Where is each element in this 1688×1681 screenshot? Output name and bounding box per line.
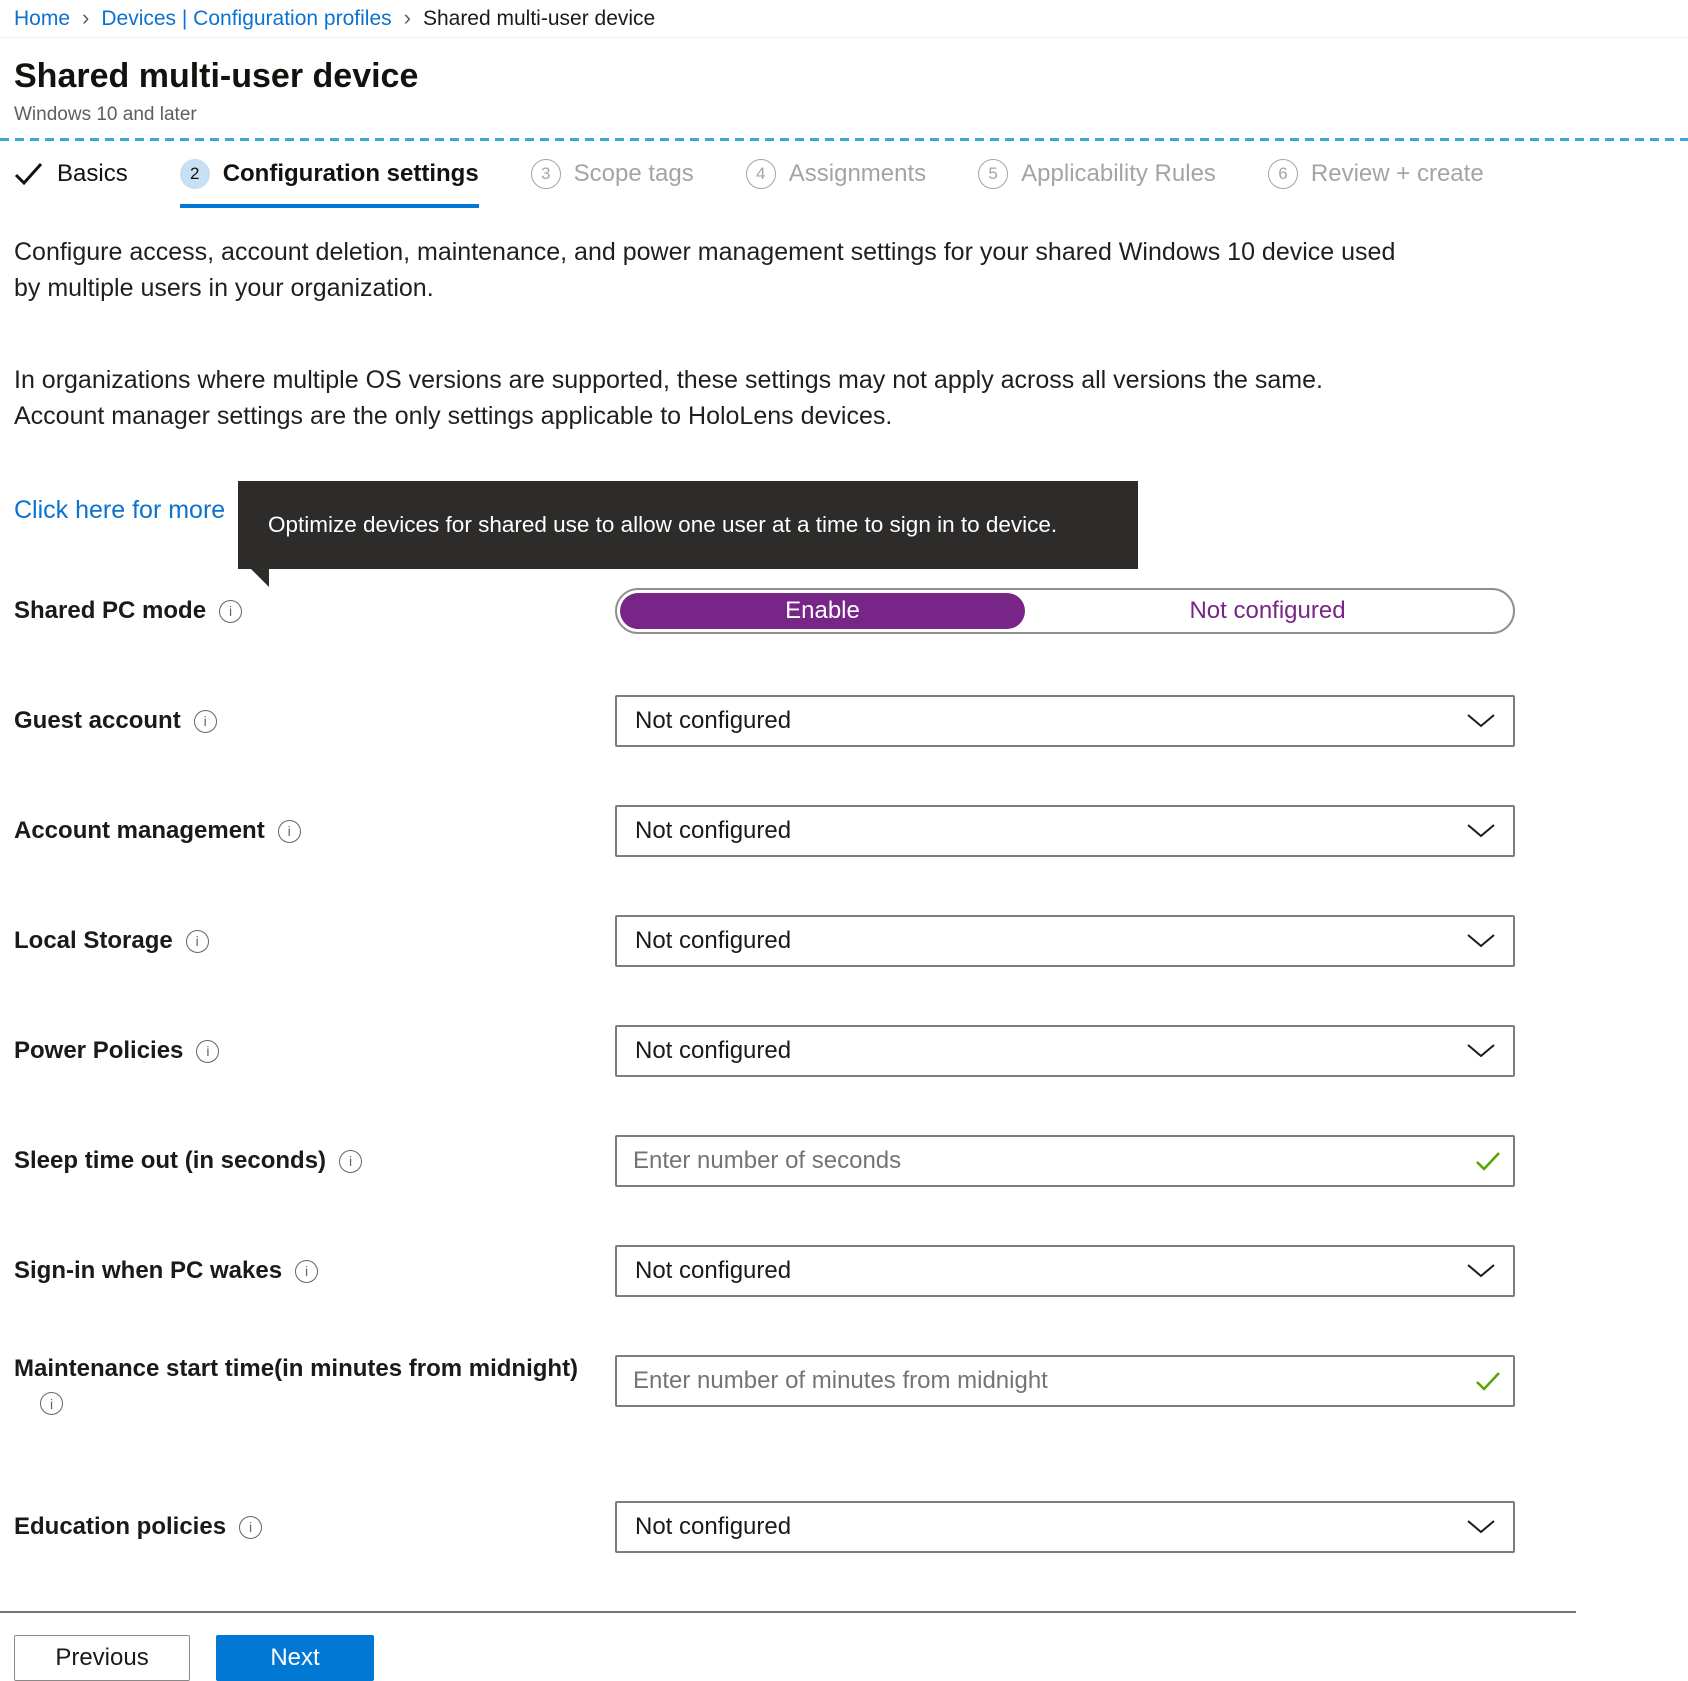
tooltip-arrow — [250, 568, 269, 587]
tooltip-text: Optimize devices for shared use to allow one user at a time to sign in to device. — [268, 512, 1058, 537]
sleep-time-out-label: Sleep time out (in seconds) — [14, 1147, 327, 1174]
local-storage-label: Local Storage — [14, 927, 173, 954]
breadcrumb-current-page: Shared multi-user device — [422, 6, 656, 30]
page-title: Shared multi-user device — [14, 57, 419, 95]
tab-scope-tags[interactable] — [531, 154, 694, 194]
tab-label: Review + create — [1310, 160, 1484, 187]
tab-review-create[interactable] — [1268, 154, 1484, 194]
guest-account-label: Guest account — [14, 707, 181, 734]
toggle-enable-option[interactable]: Enable — [620, 593, 1025, 629]
tab-label: Assignments — [788, 160, 927, 187]
sign-in-when-pc-wakes-select[interactable] — [615, 1245, 1515, 1297]
more-info-link[interactable]: Click here for more — [14, 496, 226, 524]
setting-row-sign-in-when-pc-wakes — [14, 1245, 1674, 1297]
select-value: Not configured — [635, 927, 792, 954]
maintenance-start-time-label: Maintenance start time(in minutes from midnight) — [14, 1355, 579, 1382]
guest-account-select[interactable] — [615, 695, 1515, 747]
setting-row-power-policies — [14, 1025, 1674, 1077]
setting-row-guest-account — [14, 695, 1674, 747]
local-storage-select[interactable] — [615, 915, 1515, 967]
select-value: Not configured — [635, 707, 792, 734]
chevron-down-icon — [1467, 1264, 1495, 1278]
select-value: Not configured — [635, 1037, 792, 1064]
tab-label: Configuration settings — [222, 160, 479, 187]
valid-check-icon — [1475, 1151, 1501, 1176]
account-management-label: Account management — [14, 817, 265, 844]
valid-check-icon — [1475, 1371, 1501, 1396]
step-number-badge: 4 — [746, 159, 776, 189]
step-number-badge: 3 — [531, 159, 561, 189]
info-icon[interactable]: i — [339, 1150, 362, 1173]
previous-button[interactable]: Previous — [14, 1635, 190, 1681]
select-value: Not configured — [635, 817, 792, 844]
info-icon[interactable]: i — [219, 600, 242, 623]
shared-pc-mode-label: Shared PC mode — [14, 597, 207, 624]
setting-row-maintenance-start-time — [14, 1355, 1674, 1415]
account-management-select[interactable] — [615, 805, 1515, 857]
setting-row-education-policies — [14, 1501, 1674, 1553]
footer-divider — [0, 1611, 1576, 1613]
chevron-down-icon — [1467, 1520, 1495, 1534]
step-number-badge: 5 — [978, 159, 1008, 189]
chevron-right-icon: › — [82, 4, 90, 30]
setting-row-sleep-time-out — [14, 1135, 1674, 1187]
power-policies-select[interactable] — [615, 1025, 1515, 1077]
info-icon[interactable]: i — [194, 710, 217, 733]
select-value: Not configured — [635, 1513, 792, 1540]
info-icon[interactable]: i — [295, 1260, 318, 1283]
tooltip — [238, 481, 1138, 569]
info-icon[interactable]: i — [40, 1392, 63, 1415]
tab-basics[interactable] — [14, 154, 128, 194]
tab-configuration-settings[interactable] — [180, 154, 479, 208]
breadcrumb — [0, 0, 1688, 38]
shared-pc-mode-toggle[interactable] — [615, 588, 1515, 634]
intro-paragraph-2: In organizations where multiple OS versions are supported, these settings may not apply across all versions the same. Account manager settings are the only settings applicable to HoloLens devices. — [14, 366, 1323, 430]
check-icon — [14, 162, 44, 186]
select-value: Not configured — [635, 1257, 792, 1284]
tab-label: Scope tags — [573, 160, 694, 187]
info-icon[interactable]: i — [196, 1040, 219, 1063]
setting-row-local-storage — [14, 915, 1674, 967]
step-number-badge: 2 — [180, 159, 210, 189]
maintenance-start-time-input[interactable] — [615, 1355, 1515, 1407]
info-icon[interactable]: i — [278, 820, 301, 843]
page-header — [0, 38, 1688, 138]
tab-applicability-rules[interactable] — [978, 154, 1216, 194]
chevron-down-icon — [1467, 714, 1495, 728]
chevron-down-icon — [1467, 934, 1495, 948]
info-icon[interactable]: i — [186, 930, 209, 953]
footer-actions — [14, 1635, 1674, 1681]
settings-form — [0, 587, 1688, 1553]
power-policies-label: Power Policies — [14, 1037, 184, 1064]
sleep-time-out-input[interactable] — [615, 1135, 1515, 1187]
tab-label: Applicability Rules — [1021, 160, 1216, 187]
education-policies-label: Education policies — [14, 1513, 227, 1540]
step-number-badge: 6 — [1268, 159, 1298, 189]
next-button[interactable]: Next — [216, 1635, 374, 1681]
tab-label: Basics — [57, 160, 128, 187]
breadcrumb-home[interactable]: Home — [14, 6, 71, 30]
chevron-down-icon — [1467, 824, 1495, 838]
toggle-not-configured-option[interactable]: Not configured — [1189, 597, 1346, 624]
wizard-steps — [0, 141, 1688, 208]
setting-row-shared-pc-mode — [14, 587, 1674, 635]
breadcrumb-configuration-profiles[interactable]: Devices | Configuration profiles — [101, 6, 392, 30]
education-policies-select[interactable] — [615, 1501, 1515, 1553]
sign-in-when-pc-wakes-label: Sign-in when PC wakes — [14, 1257, 283, 1284]
info-icon[interactable]: i — [239, 1516, 262, 1539]
chevron-right-icon: › — [403, 4, 411, 30]
page-subtitle: Windows 10 and later — [14, 104, 197, 125]
chevron-down-icon — [1467, 1044, 1495, 1058]
tab-assignments[interactable] — [746, 154, 926, 194]
intro-paragraph-1: Configure access, account deletion, maintenance, and power management settings for your shared Windows 10 device used by multiple users in your organization. — [14, 238, 1396, 302]
setting-row-account-management — [14, 805, 1674, 857]
